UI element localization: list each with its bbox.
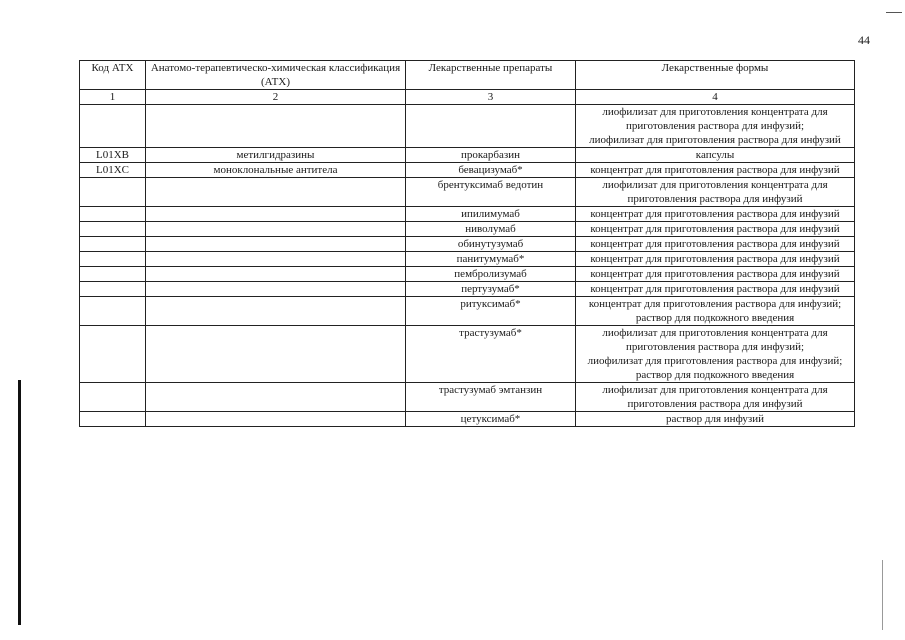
atx-code-cell (80, 178, 146, 207)
table-row (80, 252, 855, 267)
atx-classification-cell (146, 267, 406, 282)
dosage-forms-cell (576, 148, 855, 163)
table-row (80, 267, 855, 282)
header-code: Код АТХ (80, 61, 146, 90)
table-row (80, 412, 855, 427)
atx-classification-cell (146, 178, 406, 207)
table-row (80, 326, 855, 383)
scan-edge-bar (18, 380, 21, 625)
atx-classification-cell (146, 105, 406, 148)
table-row (80, 163, 855, 178)
atx-code-cell: L01XB (80, 148, 146, 163)
dosage-form-text: раствор для подкожного введения (635, 369, 795, 381)
atx-classification-cell (146, 297, 406, 326)
page-number: 44 (858, 33, 870, 47)
table-row (80, 148, 855, 163)
drug-name-cell: пембролизумаб (406, 267, 576, 282)
dosage-form-text: концентрат для приготовления раствора для инфузий; (588, 298, 842, 310)
atx-code-cell (80, 267, 146, 282)
table-row (80, 178, 855, 207)
atx-classification-cell (146, 207, 406, 222)
drug-name-cell: пертузумаб* (406, 282, 576, 297)
atx-code-cell (80, 252, 146, 267)
dosage-forms-cell (576, 297, 855, 326)
atx-code-cell (80, 207, 146, 222)
header-forms: Лекарственные формы (576, 61, 855, 90)
column-number: 3 (406, 90, 576, 105)
dosage-form-text: концентрат для приготовления раствора для инфузий (590, 238, 840, 250)
dosage-form-text: концентрат для приготовления раствора для инфузий (590, 164, 840, 176)
atx-code-cell (80, 237, 146, 252)
dosage-form-text: лиофилизат для приготовления концентрата для приготовления раствора для инфузий (602, 384, 828, 410)
scan-corner-mark (886, 12, 902, 13)
dosage-form-text: концентрат для приготовления раствора для инфузий (590, 253, 840, 265)
drug-name-cell: брентуксимаб ведотин (406, 178, 576, 207)
dosage-forms-cell (576, 282, 855, 297)
drug-name-cell: ниволумаб (406, 222, 576, 237)
atx-code-cell (80, 383, 146, 412)
drug-name-cell: ипилимумаб (406, 207, 576, 222)
atx-classification-cell: метилгидразины (146, 148, 406, 163)
column-number-row (80, 90, 855, 105)
atx-classification-cell (146, 222, 406, 237)
table-row (80, 282, 855, 297)
drug-name-cell: ритуксимаб* (406, 297, 576, 326)
dosage-form-text: лиофилизат для приготовления концентрата для приготовления раствора для инфузий; (602, 327, 828, 353)
drug-name-cell: панитумумаб* (406, 252, 576, 267)
dosage-forms-cell (576, 105, 855, 148)
atx-classification-cell (146, 252, 406, 267)
dosage-form-text: раствор для подкожного введения (635, 312, 795, 324)
table-row (80, 207, 855, 222)
drug-name-cell: обинутузумаб (406, 237, 576, 252)
header-classification: Анатомо-терапевтическо-химическая классификация (АТХ) (146, 61, 406, 90)
atx-classification-cell: моноклональные антитела (146, 163, 406, 178)
dosage-forms-cell (576, 267, 855, 282)
atx-code-cell (80, 282, 146, 297)
atx-classification-cell (146, 412, 406, 427)
dosage-forms-cell (576, 207, 855, 222)
dosage-form-text: раствор для инфузий (665, 413, 765, 425)
atx-classification-cell (146, 326, 406, 383)
drug-name-cell: прокарбазин (406, 148, 576, 163)
atx-code-cell: L01XC (80, 163, 146, 178)
header-row (80, 61, 855, 90)
atx-code-cell (80, 297, 146, 326)
atx-classification-cell (146, 282, 406, 297)
atx-code-cell (80, 105, 146, 148)
drug-name-cell: бевацизумаб* (406, 163, 576, 178)
atx-code-cell (80, 412, 146, 427)
dosage-form-text: концентрат для приготовления раствора для инфузий (590, 268, 840, 280)
atx-code-cell (80, 222, 146, 237)
dosage-form-text: концентрат для приготовления раствора для инфузий (590, 223, 840, 235)
table-row (80, 222, 855, 237)
table-row (80, 237, 855, 252)
dosage-form-text: капсулы (695, 149, 735, 161)
dosage-form-text: лиофилизат для приготовления раствора для инфузий; (587, 355, 843, 367)
table-body (80, 105, 855, 427)
dosage-forms-cell (576, 222, 855, 237)
column-number: 4 (576, 90, 855, 105)
atx-table (79, 60, 855, 427)
drug-name-cell: трастузумаб* (406, 326, 576, 383)
dosage-form-text: концентрат для приготовления раствора для инфузий (590, 208, 840, 220)
scan-edge-line (882, 560, 883, 630)
dosage-form-text: лиофилизат для приготовления концентрата для приготовления раствора для инфузий; (602, 106, 828, 132)
atx-classification-cell (146, 383, 406, 412)
atx-classification-cell (146, 237, 406, 252)
dosage-form-text: лиофилизат для приготовления раствора для инфузий (589, 134, 841, 146)
dosage-forms-cell (576, 163, 855, 178)
table-row (80, 383, 855, 412)
dosage-forms-cell (576, 326, 855, 383)
drug-name-cell (406, 105, 576, 148)
dosage-forms-cell (576, 383, 855, 412)
dosage-forms-cell (576, 252, 855, 267)
table-row (80, 105, 855, 148)
column-number: 2 (146, 90, 406, 105)
atx-code-cell (80, 326, 146, 383)
drug-name-cell: цетуксимаб* (406, 412, 576, 427)
dosage-forms-cell (576, 412, 855, 427)
dosage-form-text: лиофилизат для приготовления концентрата для приготовления раствора для инфузий (602, 179, 828, 205)
dosage-form-text: концентрат для приготовления раствора для инфузий (590, 283, 840, 295)
header-drugs: Лекарственные препараты (406, 61, 576, 90)
column-number: 1 (80, 90, 146, 105)
drug-name-cell: трастузумаб эмтанзин (406, 383, 576, 412)
dosage-forms-cell (576, 178, 855, 207)
dosage-forms-cell (576, 237, 855, 252)
table-row (80, 297, 855, 326)
